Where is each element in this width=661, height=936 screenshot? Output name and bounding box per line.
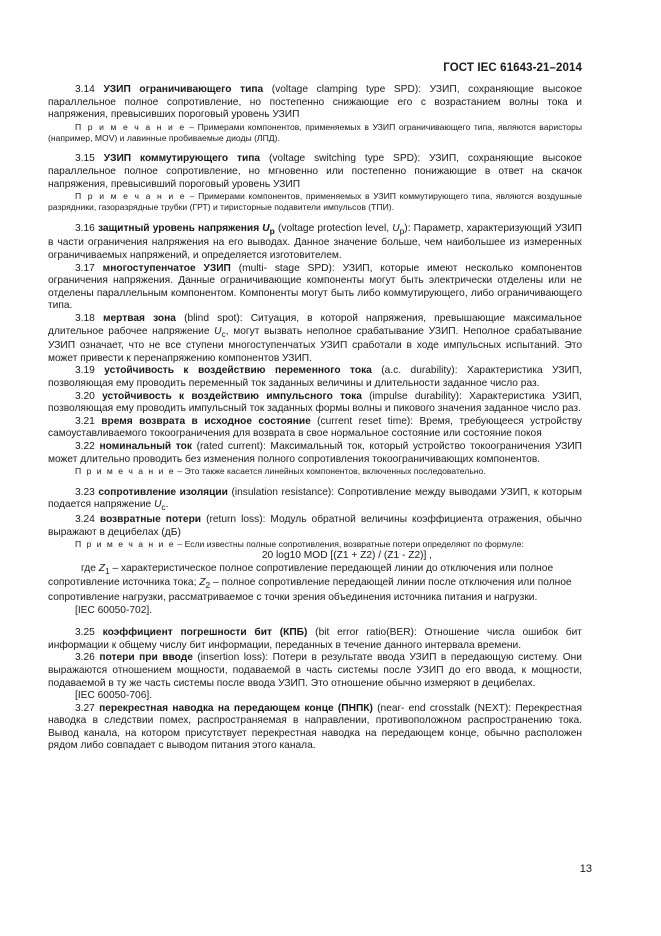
clause-3-26 [48, 652, 582, 690]
symbol: Z [98, 562, 105, 574]
clause-number: 3.17 [75, 262, 95, 274]
term: устойчивость к воздействию переменного тока [104, 365, 372, 377]
note-label: П р и м е ч а н и е [75, 191, 187, 202]
term: коэффициент погрешности бит (КПБ) [102, 627, 308, 639]
term: потери при вводе [99, 652, 193, 664]
term: УЗИП коммутирующего типа [103, 153, 261, 165]
definition: (a.c. durability): Характеристика УЗИП, позволяющая ему проводить переменный ток заданных величины и длительности заданное число раз. [48, 365, 582, 389]
note-text: – Это также касается линейных компонентов, включенных последовательно. [175, 466, 486, 477]
clause-number: 3.22 [75, 440, 95, 452]
clause-3-14 [48, 84, 582, 122]
symbol-subscript: c [221, 328, 226, 339]
symbol-subscript: p [399, 225, 405, 236]
note-label: П р и м е ч а н и е [75, 466, 176, 477]
formula-text: – характеристическое полное сопротивление передающей линии до отключения или полное сопротивление источника тока; [48, 562, 554, 589]
note-text: – Примерами компонентов, применяемых в УЗИП коммутирующего типа, являются воздушные разрядники, газоразрядные трубки (ГРТ) и тиристорные подавители импульсов (ТПИ). [48, 191, 583, 212]
definition: (current reset time): Время, требующееся устройству самоуставливаемого токоограничения для возврата в свое нормальное состояние или состояние покоя [48, 415, 582, 440]
symbol: Z [199, 577, 206, 589]
symbol: U [214, 325, 222, 337]
clause-number: 3.18 [75, 312, 95, 324]
definition: (insertion loss): Потери в результате ввода УЗИП в передающую систему. Они выражаются отношением мощности, подаваемой в часть системы после УЗИП до его ввода, к мощности, подаваемой в ту же часть системы после ввода УЗИП. Это отношение обычно измеряют в децибелах. [48, 652, 582, 689]
clause-number: 3.15 [75, 153, 95, 165]
definition: . [165, 499, 169, 511]
definition: (multi- stage SPD): УЗИП, которые имеют несколько компонентов ограничения напряжения. Данные ограничивающие компоненты могут быть электрически отделены или не отделены параллельным компонентом. Компоненты могут быть либо коммутирующего, либо ограничивающего типа. [48, 262, 582, 312]
clause-number: 3.14 [75, 84, 95, 95]
clause-number: 3.26 [75, 652, 95, 664]
clause-3-25 [48, 627, 582, 652]
clause-number: 3.20 [75, 390, 95, 402]
clause-3-19 [48, 365, 582, 390]
term: устойчивость к воздействию импульсного тока [102, 390, 362, 402]
clause-3-16 [48, 223, 582, 263]
definition: (voltage clamping type SPD): УЗИП, сохраняющие высокое параллельное полное сопротивление, но постепенно снижающие его с возрастанием волны тока и напряжения, превысивших пороговый уровень УЗИП [48, 84, 582, 121]
return-loss-formula: 20 log10 MOD [(Z1 + Z2) / (Z1 - Z2)] , [261, 550, 432, 562]
note-3-14 [48, 122, 582, 144]
definition: (insulation resistance): Сопротивление между выводами УЗИП, к которым подается напряжение [48, 486, 582, 511]
symbol: U [392, 222, 400, 234]
clause-number: 3.16 [75, 222, 95, 234]
definition: (near- end crosstalk (NEXT): Перекрестная наводка в следствии помех, распространяемая в направлении, противоположном распространению тока. Вывод канала, на котором присутствует перекрестная наводка на передающем конце, обычно расположен рядом либо совпадает с выводом питания этого канала. [48, 702, 582, 752]
formula-text: – полное сопротивление передающей линии после отключения или полное сопротивление нагрузки, рассматриваемое с точки зрения объединения источника питания и нагрузки. [48, 577, 572, 603]
term: УЗИП ограничивающего типа [103, 84, 264, 95]
term: мертвая зона [102, 312, 176, 324]
clause-number: 3.19 [75, 365, 95, 377]
symbol-subscript: 2 [205, 580, 211, 591]
definition: (bit error ratio(BER): Отношение числа ошибок бит информации к общему числу бит информации, переданных в течение данного интервала времени. [48, 627, 582, 651]
clause-3-24 [48, 514, 582, 539]
clause-3-23 [48, 487, 582, 514]
symbol: U [262, 222, 270, 234]
symbol-subscript: 1 [104, 565, 110, 576]
clause-number: 3.23 [75, 486, 95, 498]
term: номинальный ток [99, 440, 192, 452]
formula-explanation [48, 563, 582, 605]
note-label: П р и м е ч а н и е [75, 539, 176, 550]
definition: (rated current): Максимальный ток, который устройство токоограничения УЗИП может длительно проводить без изменения полного сопротивления токоограничивающих компонентов. [48, 440, 583, 465]
term: многоступенчатое УЗИП [102, 262, 231, 274]
symbol: U [154, 499, 162, 511]
term: сопротивление изоляции [98, 486, 228, 498]
symbol-subscript: c [161, 502, 166, 513]
term: время возврата в исходное состояние [101, 415, 311, 427]
definition: (impulse durability): Характеристика УЗИП, позволяющая ему проводить импульсный ток заданных формы волны и пикового значения заданное число раз. [48, 390, 583, 415]
clause-3-21 [48, 416, 582, 441]
term: возвратные потери [99, 514, 202, 526]
reference-3-26: [IEC 60050-706]. [75, 690, 153, 702]
definition: (blind spot): Ситуация, в которой напряжения, превышающие максимальное длительное рабочее напряжение [48, 312, 583, 337]
note-3-24 [48, 539, 582, 550]
definition: (voltage protection level, [274, 222, 393, 234]
note-label: П р и м е ч а н и е [75, 121, 186, 132]
clause-3-18 [48, 313, 582, 365]
note-text: – Примерами компонентов, применяемых в УЗИП ограничивающего типа, являются варисторы (например, MOV) и лавинные пробиваемые диоды (ЛПД). [48, 121, 583, 143]
definition: , могут вызвать неполное срабатывание УЗИП. Неполное срабатывание УЗИП означает, что не все ступени многоступенчатых УЗИП сработали в ходе импульсных испытаний. Это может привести к перенапряжению компонентов УЗИП. [48, 325, 582, 364]
definition: (voltage switching type SPD): УЗИП, сохраняющие высокое параллельное полное сопротивление, но мгновенно или постепенно понижающие в ответ на скачок напряжения, превысивший пороговый уровень УЗИП [48, 153, 582, 190]
formula-where: где [81, 562, 99, 574]
clause-number: 3.21 [75, 415, 95, 427]
clause-3-20 [48, 391, 582, 416]
note-3-22 [48, 466, 582, 477]
term: перекрестная наводка на передающем конце (ПНПК) [99, 702, 373, 714]
page-number: 13 [579, 863, 592, 875]
reference-3-24: [IEC 60050-702]. [75, 604, 153, 616]
term: защитный уровень напряжения [97, 222, 260, 234]
symbol-subscript: p [269, 225, 275, 236]
definition: (return loss): Модуль обратной величины коэффициента отражения, обычно выражают в децибелах (дБ) [48, 514, 582, 538]
clause-number: 3.24 [75, 514, 95, 526]
clause-3-17 [48, 263, 582, 313]
note-3-15 [48, 191, 582, 213]
clause-3-15 [48, 153, 582, 191]
definition: ): Параметр, характеризующий УЗИП в части ограничения напряжения на его выводах. Данное значение больше, чем наибольшее из измеренных ограничиваемых напряжений, и определяется изготовителем. [48, 222, 582, 261]
clause-number: 3.25 [75, 627, 95, 639]
clause-3-22 [48, 441, 582, 466]
standard-header: ГОСТ IEC 61643-21–2014 [443, 62, 582, 74]
note-text: – Если известны полные сопротивления, возвратные потери определяют по формуле: [175, 539, 524, 550]
clause-3-27 [48, 703, 582, 753]
document-body [48, 84, 582, 753]
clause-number: 3.27 [75, 702, 95, 714]
